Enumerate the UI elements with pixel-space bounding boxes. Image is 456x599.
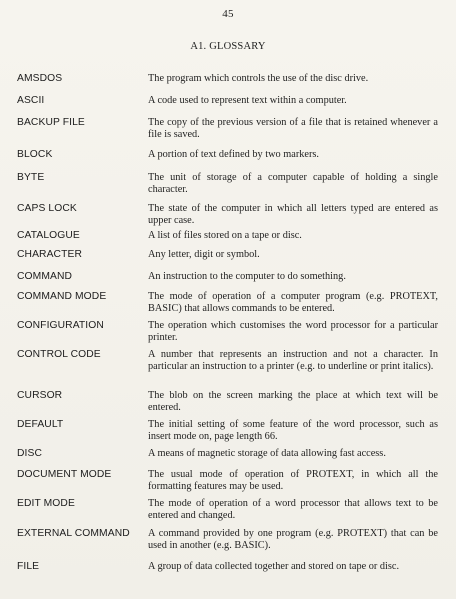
glossary-definition: The unit of storage of a computer capable of holding a single character. bbox=[148, 172, 438, 195]
glossary-term: AMSDOS bbox=[17, 73, 63, 84]
glossary-list bbox=[0, 73, 456, 593]
glossary-definition: Any letter, digit or symbol. bbox=[148, 249, 260, 260]
glossary-definition: A portion of text defined by two markers. bbox=[148, 149, 320, 160]
glossary-definition: The usual mode of operation of PROTEXT, in which all the formatting features may be used. bbox=[148, 469, 438, 492]
glossary-term: CONTROL CODE bbox=[17, 349, 101, 360]
glossary-definition: A command provided by one program (e.g. PROTEXT) that can be used in another (e.g. BASIC). bbox=[148, 528, 438, 551]
glossary-definition: The initial setting of some feature of the word processor, such as insert mode on, page length 66. bbox=[148, 419, 438, 442]
glossary-term: COMMAND bbox=[17, 271, 73, 282]
glossary-term: BYTE bbox=[17, 172, 45, 183]
glossary-term: COMMAND MODE bbox=[17, 291, 107, 302]
glossary-definition: The mode of operation of a computer program (e.g. PROTEXT, BASIC) that allows commands to be entered. bbox=[148, 291, 438, 314]
glossary-term: FILE bbox=[17, 561, 40, 572]
glossary-term: CONFIGURATION bbox=[17, 320, 104, 331]
glossary-term: DEFAULT bbox=[17, 419, 64, 430]
glossary-definition: The operation which customises the word processor for a particular printer. bbox=[148, 320, 438, 343]
glossary-term: EDIT MODE bbox=[17, 498, 75, 509]
glossary-term: BLOCK bbox=[17, 149, 53, 160]
glossary-term: BACKUP FILE bbox=[17, 117, 85, 128]
glossary-definition: The blob on the screen marking the place at which text will be entered. bbox=[148, 390, 438, 413]
glossary-definition: A code used to represent text within a computer. bbox=[148, 95, 347, 106]
page-number: 45 bbox=[222, 8, 234, 20]
page-title: A1. GLOSSARY bbox=[190, 41, 266, 52]
glossary-definition: A list of files stored on a tape or disc. bbox=[148, 230, 302, 241]
glossary-definition: A means of magnetic storage of data allowing fast access. bbox=[148, 448, 386, 459]
glossary-term: DISC bbox=[17, 448, 43, 459]
glossary-definition: The state of the computer in which all letters typed are entered as upper case. bbox=[148, 203, 438, 226]
glossary-definition: The mode of operation of a word processor that allows text to be entered and changed. bbox=[148, 498, 438, 521]
glossary-term: ASCII bbox=[17, 95, 45, 106]
glossary-term: CHARACTER bbox=[17, 249, 82, 260]
glossary-definition: A number that represents an instruction and not a character. In particular an instruction to a printer (e.g. to underline or print italics). bbox=[148, 349, 438, 372]
glossary-definition: The program which controls the use of the disc drive. bbox=[148, 73, 369, 84]
glossary-definition: The copy of the previous version of a file that is retained whenever a file is saved. bbox=[148, 117, 438, 140]
glossary-definition: A group of data collected together and stored on tape or disc. bbox=[148, 561, 400, 572]
glossary-term: CAPS LOCK bbox=[17, 203, 77, 214]
glossary-definition: An instruction to the computer to do something. bbox=[148, 271, 346, 282]
glossary-term: DOCUMENT MODE bbox=[17, 469, 112, 480]
glossary-term: CATALOGUE bbox=[17, 230, 80, 241]
glossary-term: EXTERNAL COMMAND bbox=[17, 528, 130, 539]
glossary-term: CURSOR bbox=[17, 390, 63, 401]
